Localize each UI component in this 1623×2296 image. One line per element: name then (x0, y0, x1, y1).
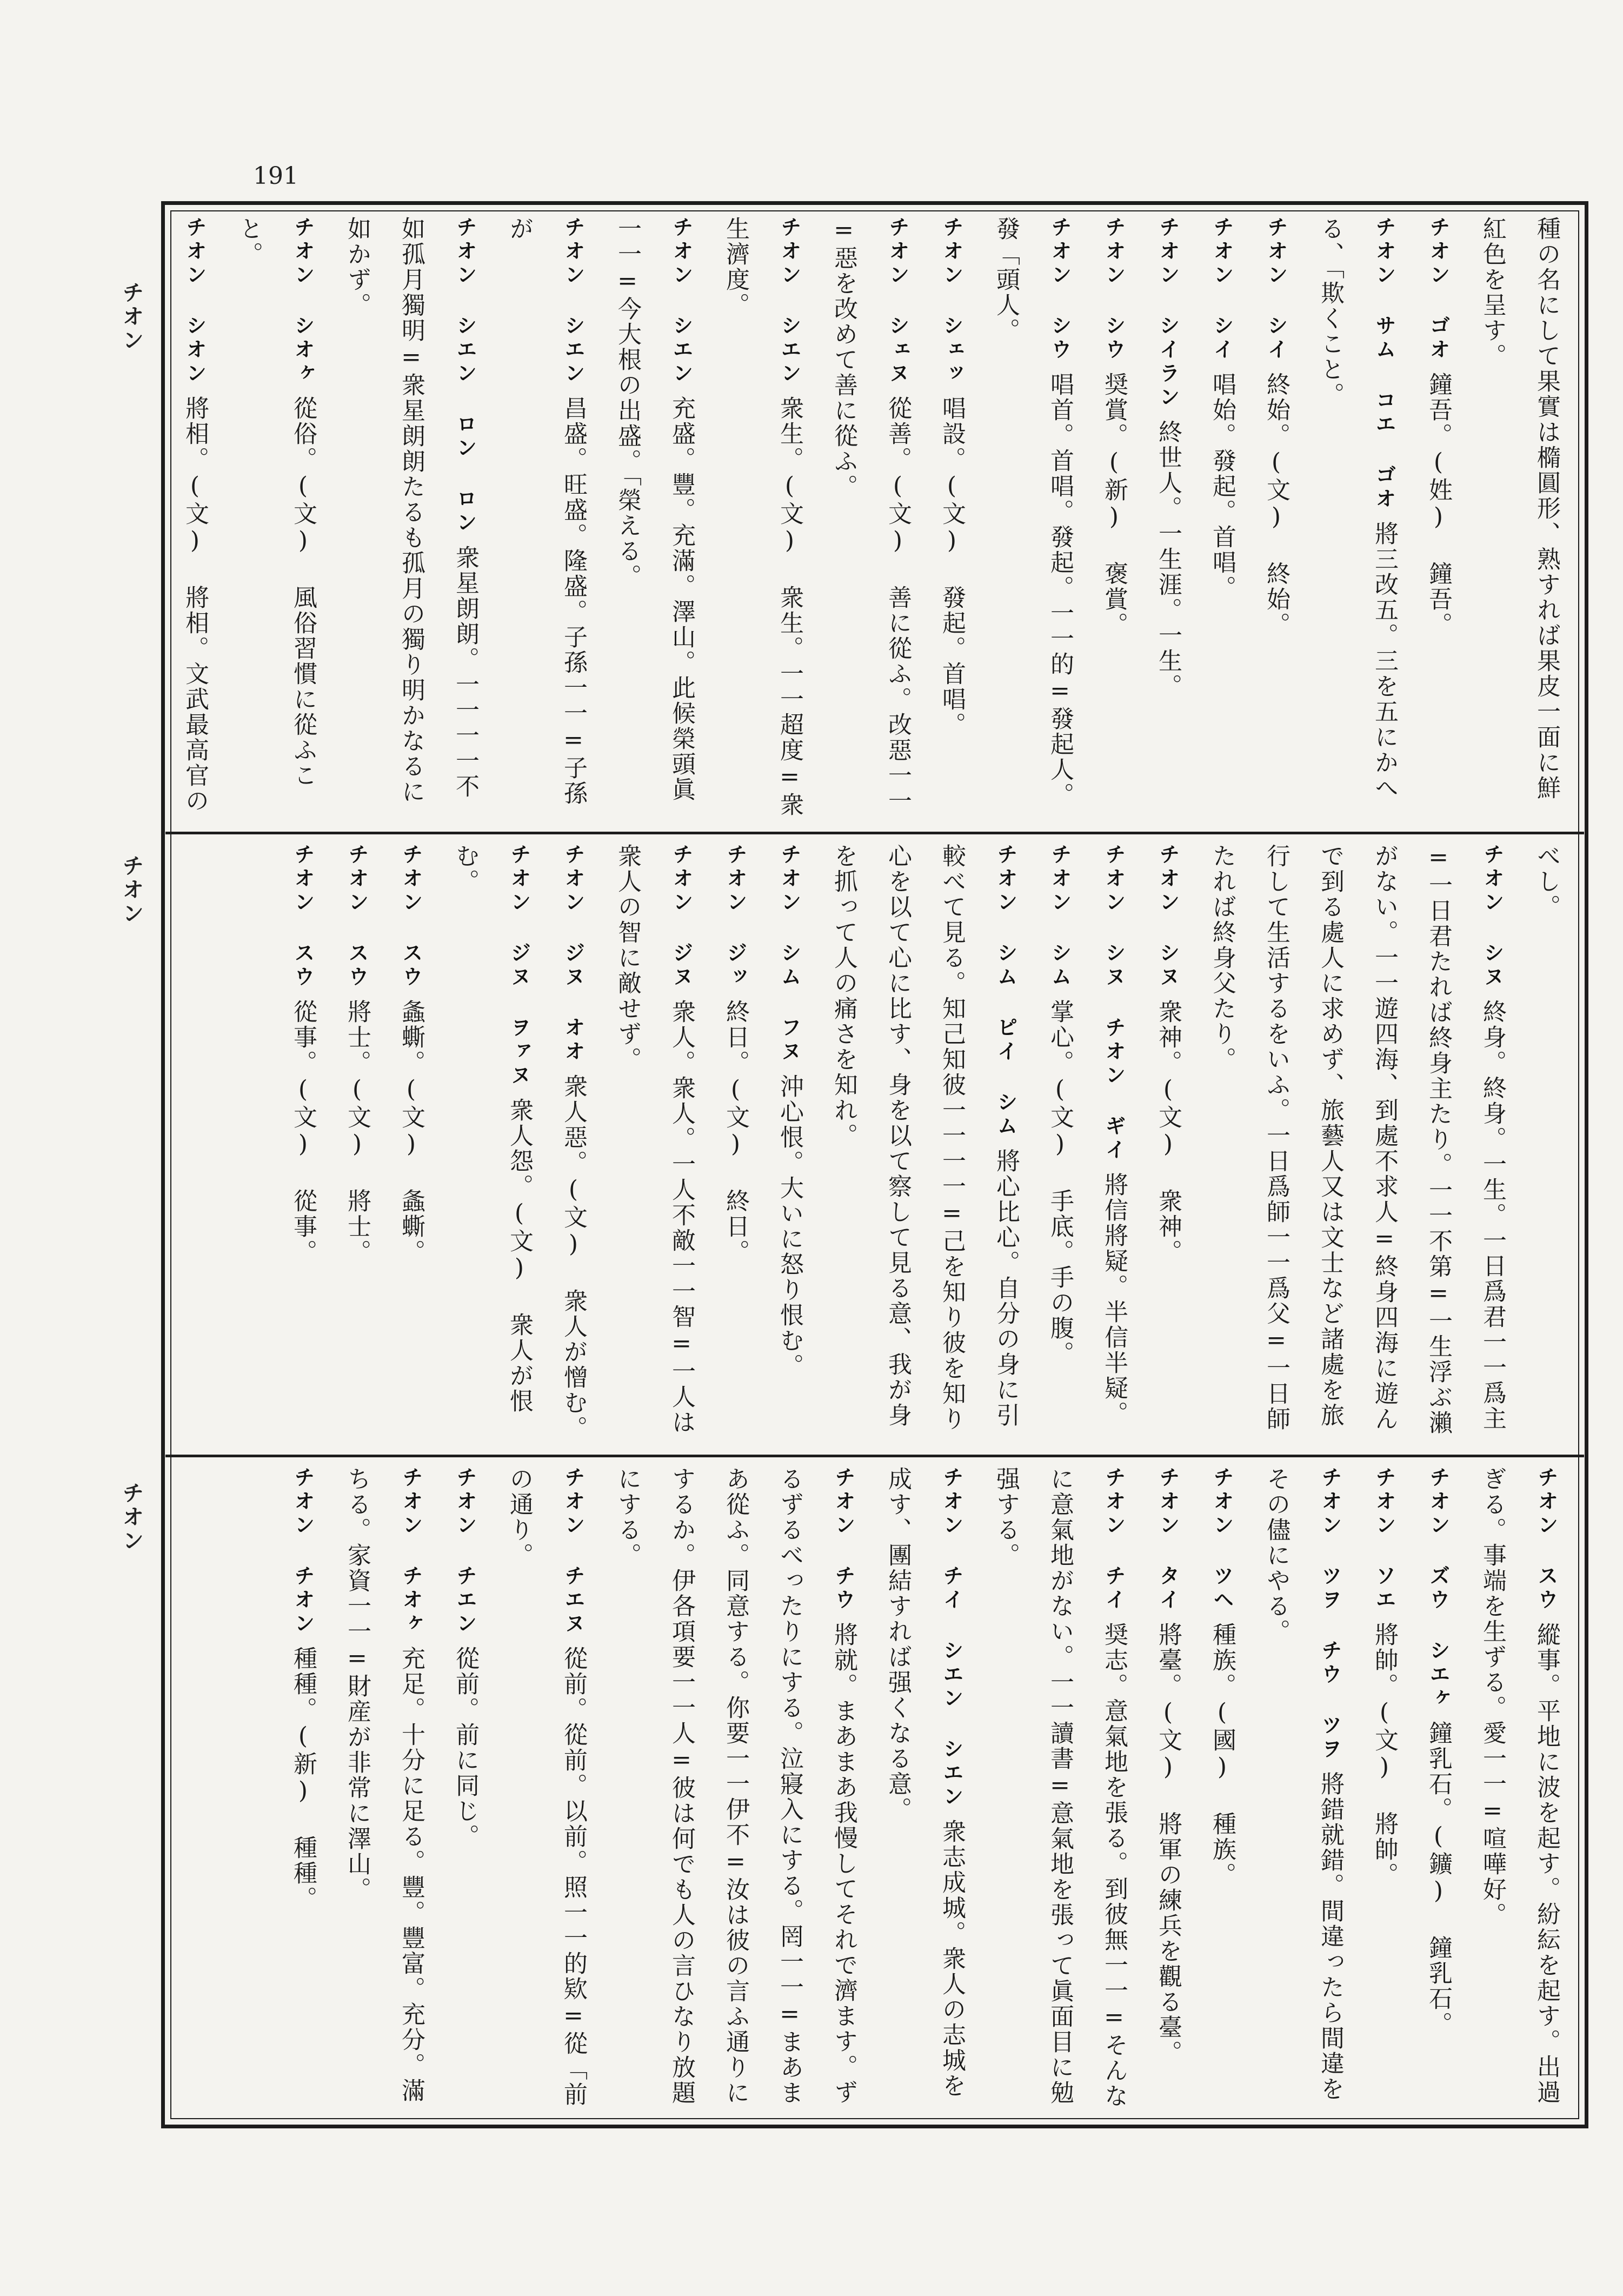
entry-definition: 將士。(文) 將士。 (343, 999, 371, 1265)
dictionary-entry (222, 216, 330, 822)
dictionary-entry (178, 216, 222, 822)
dictionary-entry (330, 216, 492, 822)
dictionary-entry (1033, 844, 1087, 1444)
entry-definition: 充足。十分に足る。豐。豐富。充分。滿ちる。家資一一=財産が非常に澤山。 (343, 1466, 425, 2103)
dictionary-entry (1141, 1466, 1195, 2115)
dictionary-entry (1141, 844, 1195, 1444)
entry-headword: チオン シイ (1210, 216, 1234, 362)
dictionary-entry (600, 1466, 870, 2115)
entry-definition: 唱首。首唱。發起。一一的=發起人。發「頭人。 (992, 216, 1074, 808)
entry-definition: 種種。(新) 種種。 (289, 1646, 317, 1912)
dictionary-entry (870, 1466, 979, 2115)
entry-headword: チオン ツヲ チウ ツヲ (1318, 1466, 1342, 1762)
entry-definition: 充盛。豐。充滿。澤山。此候榮頭眞一一=今大根の出盛。「榮える。 (614, 216, 695, 802)
dictionary-entry (1087, 844, 1141, 1444)
entry-definition: 唱始。發起。首唱。 (1208, 372, 1236, 601)
dictionary-entry (600, 216, 708, 822)
entry-definition: 種の名にして果實は橢圓形、熟すれば果皮一面に鮮紅色を呈す。 (1479, 216, 1560, 801)
entry-definition: 將心比心。自分の身に引較べて見る。知己知彼一一一一=己を知り彼を知り心を以て心に比す、身を以て察して見る意、我が身を抓って人の痛さを知れ。 (830, 844, 1020, 1432)
entry-headword: チオン シイラン (1156, 216, 1180, 410)
entry-definition: 唱設。(文) 發起。首唱。 (938, 396, 966, 738)
entry-headword: チオン スウ (1534, 1466, 1558, 1612)
entry-headword: チオン シヌ (1156, 844, 1180, 990)
entry-headword: チオン シェヌ (886, 216, 909, 386)
entry-headword: チオン シウ (1102, 216, 1126, 362)
dictionary-entry (1195, 844, 1519, 1444)
entry-definition: 從前。從前。以前。照一一的欵=從「前の通り。 (505, 1466, 587, 2107)
entry-definition: 將就。まあまあ我慢してそれで濟ます。ずるずるべったりにする。泣寢入にする。罔一一=まあまあ從ふ。同意する。你要一一伊不=汝は彼の言ふ通りにするか。伊各項要一一人=彼は何でも人の言ひなり放題にする。 (614, 1466, 857, 2106)
entry-definition: 鐘乳石。(鑛) 鐘乳石。 (1425, 1721, 1452, 2037)
entry-definition: 將帥。(文) 將帥。 (1371, 1622, 1398, 1888)
entry-headword: チオン チウ (832, 1466, 855, 1612)
entry-definition: 衆人怨。(文) 衆人が恨む。 (451, 844, 533, 1414)
entry-definition: 昌盛。旺盛。隆盛。子孫一一=子孫が (505, 216, 587, 806)
entry-headword: チオン スウ (291, 844, 315, 990)
entry-definition: 從事。(文) 從事。 (289, 999, 317, 1265)
entry-headword: チオン スウ (345, 844, 369, 990)
entry-headword: チオン シウ (1048, 216, 1072, 362)
entry-headword: チオン ゴオ (1426, 216, 1450, 362)
dictionary-entry (1087, 216, 1141, 822)
dictionary-entry (1249, 1466, 1357, 2115)
dictionary-entry (762, 844, 816, 1444)
entry-headword: チオン チエン (453, 1466, 477, 1636)
entry-definition: 將錯就錯。間違ったら間違をその儘にやる。 (1262, 1466, 1344, 2102)
entry-headword: チオン シム (1048, 844, 1072, 990)
side-label-bottom: チオン (119, 1482, 144, 1553)
dictionary-entry (1303, 216, 1411, 822)
dictionary-entry (438, 1466, 492, 2115)
entry-definition: 將三改五。三を五にかへる、「欺くこと。 (1316, 216, 1398, 801)
dictionary-tier-2 (178, 844, 1573, 1444)
entry-definition: 從善。(文) 善に從ふ。改惡一一=惡を改めて善に從ふ。 (830, 216, 912, 814)
dictionary-entry (1195, 1466, 1249, 2115)
entry-definition: 將信將疑。半信半疑。 (1100, 1172, 1128, 1426)
entry-definition: 衆人。衆人。一人不敵一一智=一人は衆人の智に敵せず。 (614, 844, 695, 1435)
dictionary-entry (600, 844, 708, 1444)
entry-headword: チオン チオヶ (399, 1466, 423, 1636)
dictionary-entry (330, 1466, 438, 2115)
dictionary-tier-3 (178, 1466, 1573, 2115)
entry-definition: 衆志成城。衆人の志城を成す、團結すれば强くなる意。 (884, 1466, 966, 2099)
entry-headword: チオン チエヌ (561, 1466, 585, 1636)
entry-definition: 奨賞。(新) 褒賞。 (1100, 372, 1128, 638)
tier-divider-2 (165, 1455, 1584, 1457)
dictionary-entry (1141, 216, 1195, 822)
entry-headword: チオン ツヘ (1210, 1466, 1234, 1612)
entry-headword: チオン シエン (561, 216, 585, 386)
entry-definition: 終身。終身。一生。一日爲君一一爲主=一日君たれば終身主たり。一一不第=一生浮ぶ瀨がない。一一遊四海、到處不求人=終身四海に遊んで到る處人に求めず、旅藝人又は文士など諸處を旅行して生活するをいふ。一日爲師一一爲父=一日師たれば終身父たり。 (1208, 844, 1506, 1436)
dictionary-entry (276, 844, 330, 1444)
dictionary-entry (979, 216, 1087, 822)
entry-headword: チオン サム コエ ゴオ (1372, 216, 1396, 512)
page-number: 191 (253, 162, 298, 190)
dictionary-entry (1411, 216, 1465, 822)
entry-definition: 縱事。平地に波を起す。紛紜を起す。出過ぎる。事端を生ずる。愛一一=喧嘩好。 (1479, 1466, 1560, 2105)
entry-continuation (1519, 844, 1573, 1444)
entry-headword: チオン シオヶ (291, 216, 315, 386)
entry-headword: チオン シエン (777, 216, 801, 386)
entry-definition: 衆人惡。(文) 衆人が憎む。 (560, 1074, 587, 1441)
entry-headword: チオン シヌ チオン ギイ (1102, 844, 1126, 1163)
dictionary-entry (1465, 1466, 1573, 2115)
dictionary-entry (276, 1466, 330, 2115)
entry-headword: チオン ズウ シエヶ (1426, 1466, 1450, 1711)
entry-definition: 將臺。(文) 將軍の練兵を觀る臺。 (1154, 1622, 1182, 2066)
entry-headword: チオン ジヌ オオ (561, 844, 585, 1064)
entry-definition: 奨志。意氣地を張る。到彼無一一=そんなに意氣地がない。一一讀書=意氣地を張って眞面目に勉强する。 (992, 1466, 1128, 2109)
dictionary-tier-1 (178, 216, 1573, 822)
dictionary-entry (1249, 216, 1303, 822)
entry-headword: チオン ソエ (1372, 1466, 1396, 1612)
entry-definition: 終世人。一生涯。一生。 (1154, 420, 1182, 699)
entry-headword: チオン シム ピイ シム (994, 844, 1017, 1139)
entry-definition: 終始。(文) 終始。 (1262, 372, 1290, 638)
dictionary-entry (708, 216, 816, 822)
entry-definition: 掌心。(文) 手底。手の腹。 (1046, 999, 1074, 1366)
entry-headword: チオン ジヌ (669, 844, 693, 990)
entry-headword: チオン タイ (1156, 1466, 1180, 1612)
entry-headword: チオン シェッ (940, 216, 963, 386)
entry-definition: 衆星朗朗。一一一一不如孤月獨明=衆星朗朗たるも孤月の獨り明かなるに如かず。 (343, 216, 479, 805)
entry-definition: 將相。(文) 將相。文武最高官の (181, 396, 209, 814)
entry-headword: チオン シオン (183, 216, 207, 386)
entry-headword: チオン チイ (1102, 1466, 1126, 1612)
entry-definition: 螽蟖。(文) 螽蟖。 (397, 999, 425, 1265)
tier-divider-1 (165, 832, 1584, 834)
dictionary-entry (438, 844, 546, 1444)
dictionary-entry (1411, 1466, 1465, 2115)
entry-definition: べし。 (1533, 844, 1560, 920)
entry-definition: 衆神。(文) 衆神。 (1154, 999, 1182, 1265)
entry-definition: 從俗。(文) 風俗習慣に從ふこと。 (235, 216, 317, 788)
entry-headword: チオン シエン (669, 216, 693, 386)
entry-headword: チオン チイ シエン シエン (940, 1466, 963, 1809)
entry-definition: 種族。(國) 種族。 (1208, 1622, 1236, 1888)
dictionary-entry (924, 216, 979, 822)
entry-definition: 鐘吾。(姓) 鐘吾。 (1425, 372, 1452, 638)
dictionary-entry (330, 844, 384, 1444)
entry-headword: チオン チオン (291, 1466, 315, 1636)
dictionary-entry (708, 844, 762, 1444)
side-label-middle: チオン (119, 854, 144, 926)
dictionary-entry (1357, 1466, 1411, 2115)
dictionary-entry (492, 216, 600, 822)
entry-headword: チオン ジッ (723, 844, 747, 990)
dictionary-entry (546, 844, 600, 1444)
entry-headword: チオン シイ (1264, 216, 1288, 362)
dictionary-entry (979, 1466, 1141, 2115)
entry-continuation (1465, 216, 1573, 822)
entry-definition: 從前。前に同じ。 (451, 1646, 479, 1849)
dictionary-entry (492, 1466, 600, 2115)
entry-definition: 衆生。(文) 衆生。一一超度=衆生濟度。 (722, 216, 803, 818)
dictionary-entry (816, 216, 924, 822)
entry-headword: チオン ジヌ ヲァヌ (507, 844, 531, 1088)
entry-headword: チオン シム フヌ (777, 844, 801, 1064)
side-label-top: チオン (119, 281, 144, 353)
entry-headword: チオン シヌ (1480, 844, 1504, 990)
entry-headword: チオン スウ (399, 844, 423, 990)
dictionary-entry (816, 844, 1033, 1444)
entry-headword: チオン シエン ロン ロン (453, 216, 477, 535)
dictionary-entry (384, 844, 438, 1444)
entry-definition: 終日。(文) 終日。 (722, 999, 749, 1265)
dictionary-entry (1195, 216, 1249, 822)
entry-definition: 沖心恨。大いに怒り恨む。 (776, 1074, 803, 1379)
